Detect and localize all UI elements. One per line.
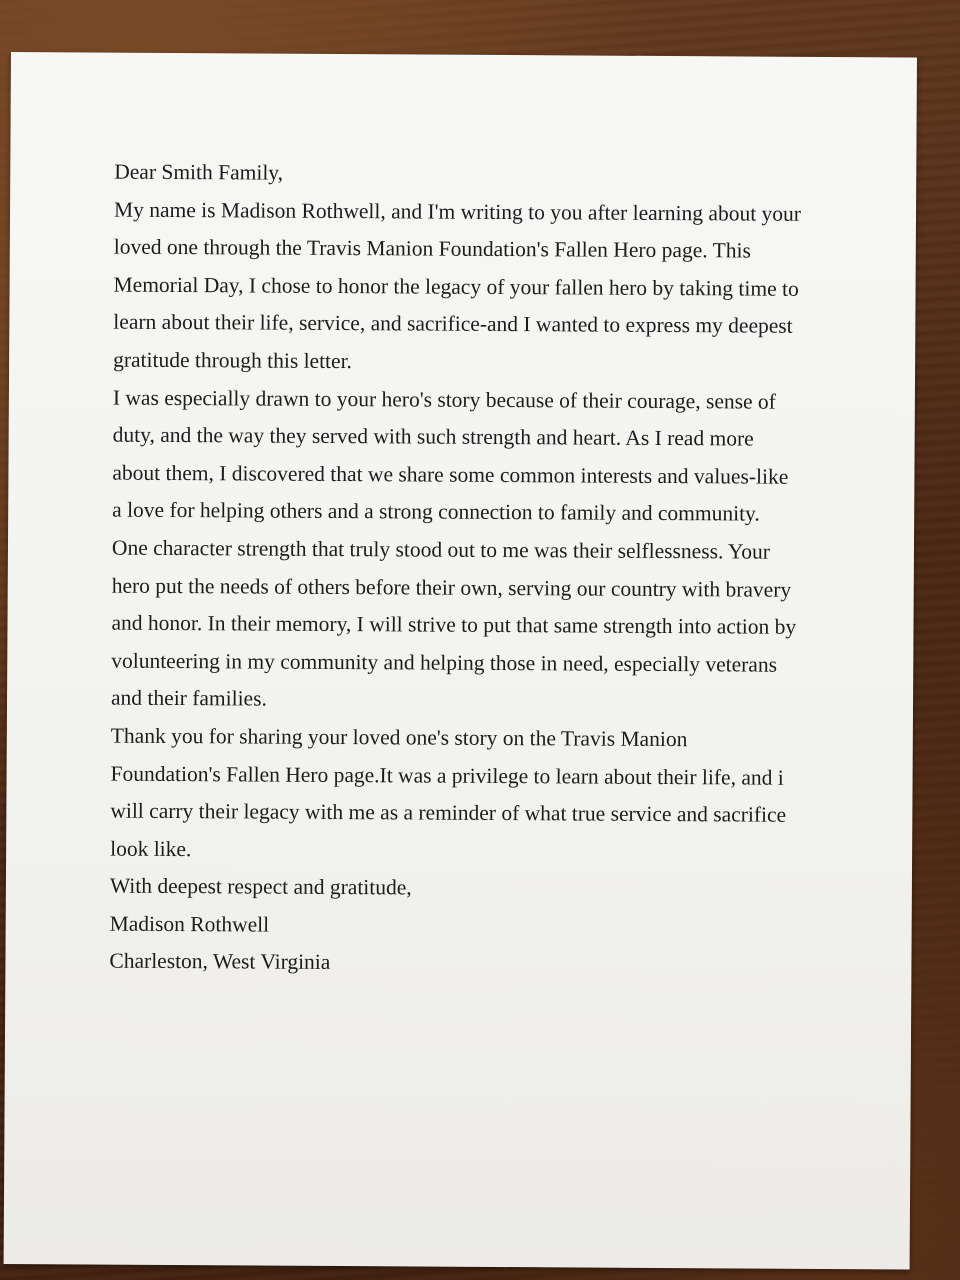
letter-paragraph-3: One character strength that truly stood out to me was their selflessness. Your hero put the needs of others before their own, serving our country with bravery and honor. In their memory, I will strive to put that same strength into action by volunteering in my community and helping those in need, especially veterans and their families. xyxy=(110,535,797,711)
letter-salutation: Dear Smith Family, xyxy=(114,159,284,185)
signature-name: Madison Rothwell xyxy=(109,911,270,937)
letter-body xyxy=(109,154,804,985)
letter-closing: With deepest respect and gratitude, xyxy=(109,873,412,900)
signature-location: Charleston, West Virginia xyxy=(109,949,331,975)
letter-paragraph-1: My name is Madison Rothwell, and I'm writing to you after learning about your loved one through the Travis Manion Foundation's Fallen Hero page. This Memorial Day, I chose to honor the legacy of your fallen hero by taking time to learn about their life, service, and sacrifice-and I wanted to express my deepest gratitude through this letter. xyxy=(113,197,802,374)
letter-paragraph-4: Thank you for sharing your loved one's story on the Travis Manion Foundation's Fallen Hero page.It was a privilege to learn about their life, and i will carry their legacy with me as a reminder of what true service and sacrifice look like. xyxy=(110,723,787,861)
letter-paragraph-2: I was especially drawn to your hero's story because of their courage, sense of duty, and the way they served with such strength and heart. As I read more about them, I discovered that we share some common interests and values-like a love for helping others and a strong connection to family and community. xyxy=(112,385,789,526)
paper-sheet xyxy=(4,52,917,1270)
